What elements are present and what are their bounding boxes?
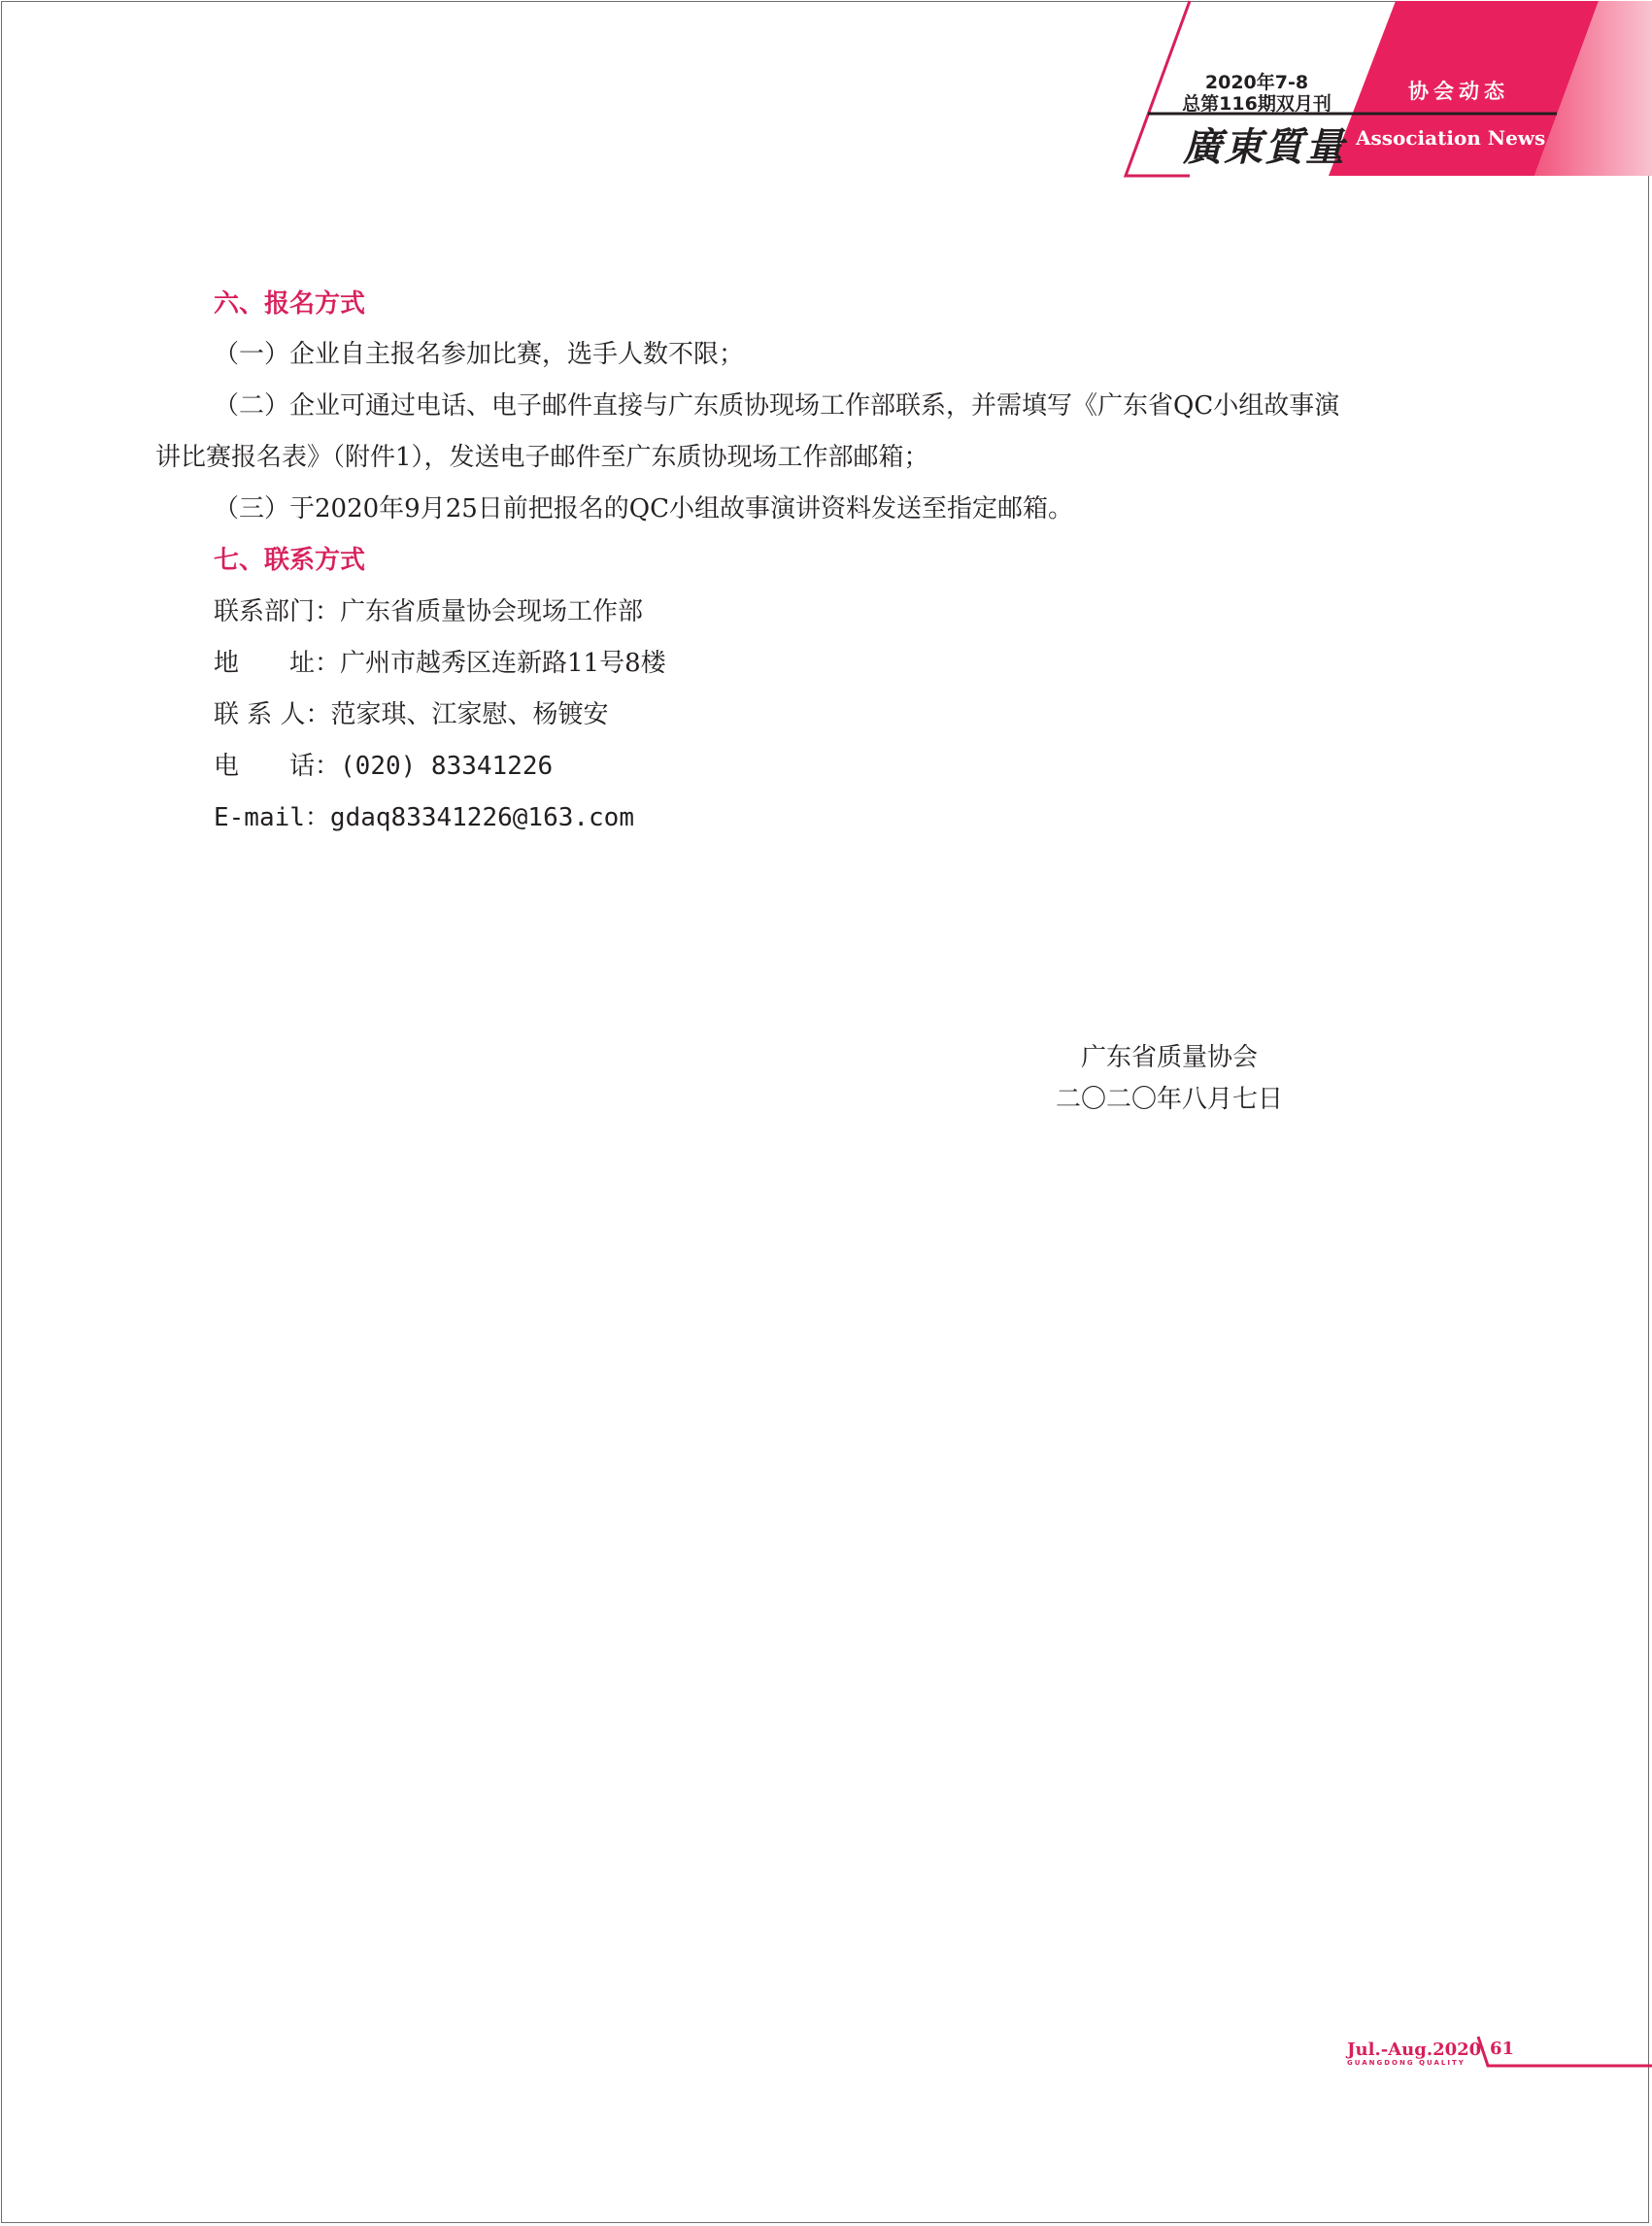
issue-date: 2020年7-8 xyxy=(1204,72,1309,93)
contact-person xyxy=(214,700,609,729)
contact-person-value: 范家琪、江家慰、杨镀安 xyxy=(330,700,609,729)
section-title-cn: 协会动态 xyxy=(1408,80,1509,103)
footer-subtitle: GUANGDONG QUALITY xyxy=(1347,2059,1466,2067)
contact-dept-value: 广东省质量协会现场工作部 xyxy=(340,597,644,626)
header-banner xyxy=(0,0,1652,185)
magazine-logo-text: 廣東質量 xyxy=(1183,124,1346,170)
section6-item-2: （二）企业可通过电话、电子邮件直接与广东质协现场工作部联系，并需填写《广东省QC小组故事演 xyxy=(214,391,1340,421)
contact-email-value: gdaq83341226@163.com xyxy=(329,803,634,832)
section6-item-2-cont: 讲比赛报名表》（附件1），发送电子邮件至广东质协现场工作部邮箱； xyxy=(155,443,929,472)
footer-slash-line xyxy=(1457,2035,1652,2074)
section7-heading: 七、联系方式 xyxy=(214,546,366,575)
contact-email xyxy=(214,803,634,832)
contact-phone xyxy=(214,752,553,781)
contact-dept xyxy=(214,597,643,626)
contact-phone-label: 电 话： xyxy=(214,752,341,781)
contact-person-label: 联 系 人： xyxy=(214,700,331,729)
contact-address xyxy=(214,649,666,678)
contact-email-label: E-mail： xyxy=(214,803,330,832)
section-title-en: Association News xyxy=(1356,126,1546,150)
contact-phone-value: (020) 83341226 xyxy=(340,752,554,781)
signature-date: 二〇二〇年八月七日 xyxy=(1056,1085,1284,1114)
signature-org: 广东省质量协会 xyxy=(1081,1043,1259,1072)
section6-heading: 六、报名方式 xyxy=(214,289,366,319)
contact-address-label: 地 址： xyxy=(214,649,341,678)
footer-date: Jul.-Aug.2020 xyxy=(1347,2040,1482,2060)
contact-dept-label: 联系部门： xyxy=(214,597,341,626)
contact-address-value: 广州市越秀区连新路11号8楼 xyxy=(340,649,666,678)
section6-item-3: （三）于2020年9月25日前把报名的QC小组故事演讲资料发送至指定邮箱。 xyxy=(214,494,1074,523)
section6-item-1: （一）企业自主报名参加比赛，选手人数不限； xyxy=(214,340,745,369)
issue-number: 总第116期双月刊 xyxy=(1182,93,1332,115)
page-border xyxy=(1,1,1649,2223)
page-number: 61 xyxy=(1490,2039,1515,2059)
